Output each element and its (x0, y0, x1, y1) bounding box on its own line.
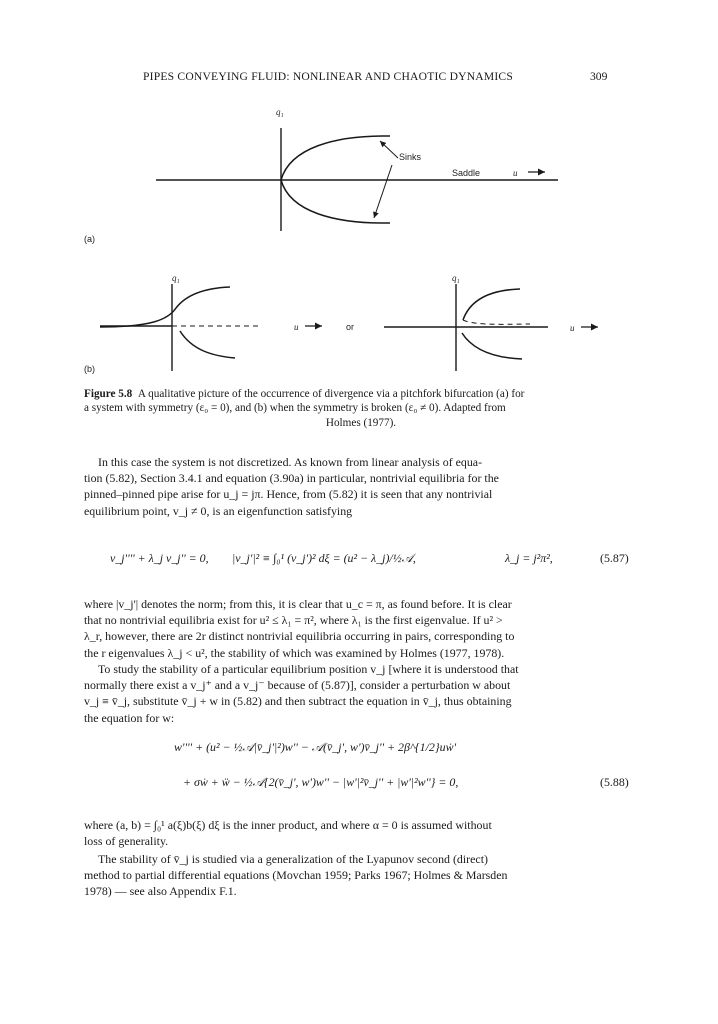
para5-line: method to partial differential equations (Movchan 1959; Parks 1967; Holmes & Marsden (84, 868, 508, 883)
panel-a-saddle-label: Saddle (452, 168, 481, 178)
figure-caption (84, 387, 638, 430)
panel-b-left-diagram (100, 284, 322, 371)
para3-line: the equation for w: (84, 710, 175, 725)
para5-line: 1978) — see also Appendix F.1. (84, 884, 237, 899)
paragraph-1 (84, 454, 638, 519)
para2-line: that no nontrivial equilibria exist for u² ≤ λ₁ = π², where λ₁ is the first eigenvalue. If u² > (84, 613, 503, 628)
panel-a-upper-branch (281, 136, 390, 180)
panel-b-right-upper-branch (463, 289, 520, 320)
paragraph-4 (84, 817, 638, 849)
panel-b-right-diagram (384, 284, 598, 371)
caption-label: Figure 5.8 (84, 388, 133, 400)
panel-b-left-q1-label: q₁ (172, 273, 180, 283)
para1-line: tion (5.82), Section 3.4.1 and equation (3.90a) in particular, nontrivial equilibria for the (84, 471, 499, 486)
panel-a-sinks-arrow-up (380, 141, 398, 158)
para1-line: In this case the system is not discretized. As known from linear analysis of equa- (98, 455, 483, 469)
page-number: 309 (590, 70, 608, 83)
panel-a-sinks-arrow-down (374, 165, 392, 218)
panel-b-right-lower-branch (462, 333, 522, 359)
para4-line: where (a, b) = ∫₀¹ a(ξ)b(ξ) dξ is the inner product, and where α = 0 is assumed without (84, 818, 492, 832)
para5-line: The stability of v̄_j is studied via a generalization of the Lyapunov second (direct) (98, 852, 488, 866)
panel-b-left-lower-branch (180, 331, 235, 358)
para4-line: loss of generality. (84, 834, 169, 849)
para3-line: normally there exist a v_j⁺ and a v_j⁻ because of (5.87)], consider a perturbation w about (84, 678, 511, 693)
para1-line: pinned–pinned pipe arise for u_j = jπ. Hence, from (5.82) it is seen that any nontrivial (84, 487, 493, 502)
panel-b-right-u-label: u (570, 323, 575, 333)
equation-5-87-part-c: λ_j = j²π², (505, 551, 553, 565)
panel-a-u-label: u (513, 168, 518, 178)
panel-b-or-label: or (346, 322, 355, 332)
panel-a-diagram (156, 128, 558, 231)
paragraph-5 (84, 851, 638, 900)
caption-line-2: a system with symmetry (ε₀ = 0), and (b) when the symmetry is broken (ε₀ ≠ 0). Adapted from (84, 402, 506, 415)
para3-line: v_j ≡ v̄_j, substitute v̄_j + w in (5.82) and then subtract the equation in v̄_j, thus obtaining (84, 694, 512, 709)
caption-line-1: A qualitative picture of the occurrence of divergence via a pitchfork bifurcation (a) for (137, 388, 525, 400)
panel-b-right-middle-branch (463, 320, 530, 324)
panel-b-label: (b) (84, 364, 95, 374)
equation-number-5-88: (5.88) (600, 775, 629, 789)
para1-line: equilibrium point, v_j ≠ 0, is an eigenfunction satisfying (84, 503, 353, 518)
paragraph-2 (84, 596, 638, 661)
equation-5-87-part-a: v_j'''' + λ_j v_j'' = 0, (110, 551, 209, 565)
equation-5-87-part-b: |v_j'|² ≡ ∫₀¹ (v_j')² dξ = (u² − λ_j)/½𝒜, (232, 551, 416, 565)
figure-5-8 (0, 0, 718, 380)
panel-b-left-u-label: u (294, 322, 299, 332)
para3-line: To study the stability of a particular equilibrium position v_j [where it is understood that (98, 662, 519, 676)
panel-a-sinks-label: Sinks (399, 152, 422, 162)
equation-5-88-line-2: + σẇ + ẅ − ½𝒜{2(v̄_j', w')w'' − |w'|²v̄_j'' + |w'|²w''} = 0, (183, 775, 459, 789)
paragraph-3 (84, 661, 638, 726)
panel-a-lower-branch (281, 180, 390, 223)
equation-number-5-87: (5.87) (600, 551, 629, 565)
running-header: PIPES CONVEYING FLUID: NONLINEAR AND CHAOTIC DYNAMICS (143, 70, 514, 83)
equation-5-88-line-1: w'''' + (u² − ½𝒜|v̄_j'|²)w'' − 𝒜(v̄_j', w')v̄_j'' + 2β^{1/2}uẇ' (174, 740, 457, 754)
para2-line: λ_r, however, there are 2r distinct nontrivial equilibria occurring in pairs, corresponding to (84, 629, 515, 644)
para2-line: where |v_j'| denotes the norm; from this, it is clear that u_c = π, as found before. It is clear (84, 597, 512, 611)
panel-b-right-q1-label: q₁ (452, 273, 460, 283)
panel-b-left-upper-branch (100, 287, 230, 327)
panel-a-label: (a) (84, 234, 95, 244)
para2-line: the r eigenvalues λ_j < u², the stability of which was examined by Holmes (1977, 1978). (84, 645, 505, 660)
caption-line-3: Holmes (1977). (325, 416, 397, 429)
panel-a-q1-label: q₁ (276, 107, 284, 117)
